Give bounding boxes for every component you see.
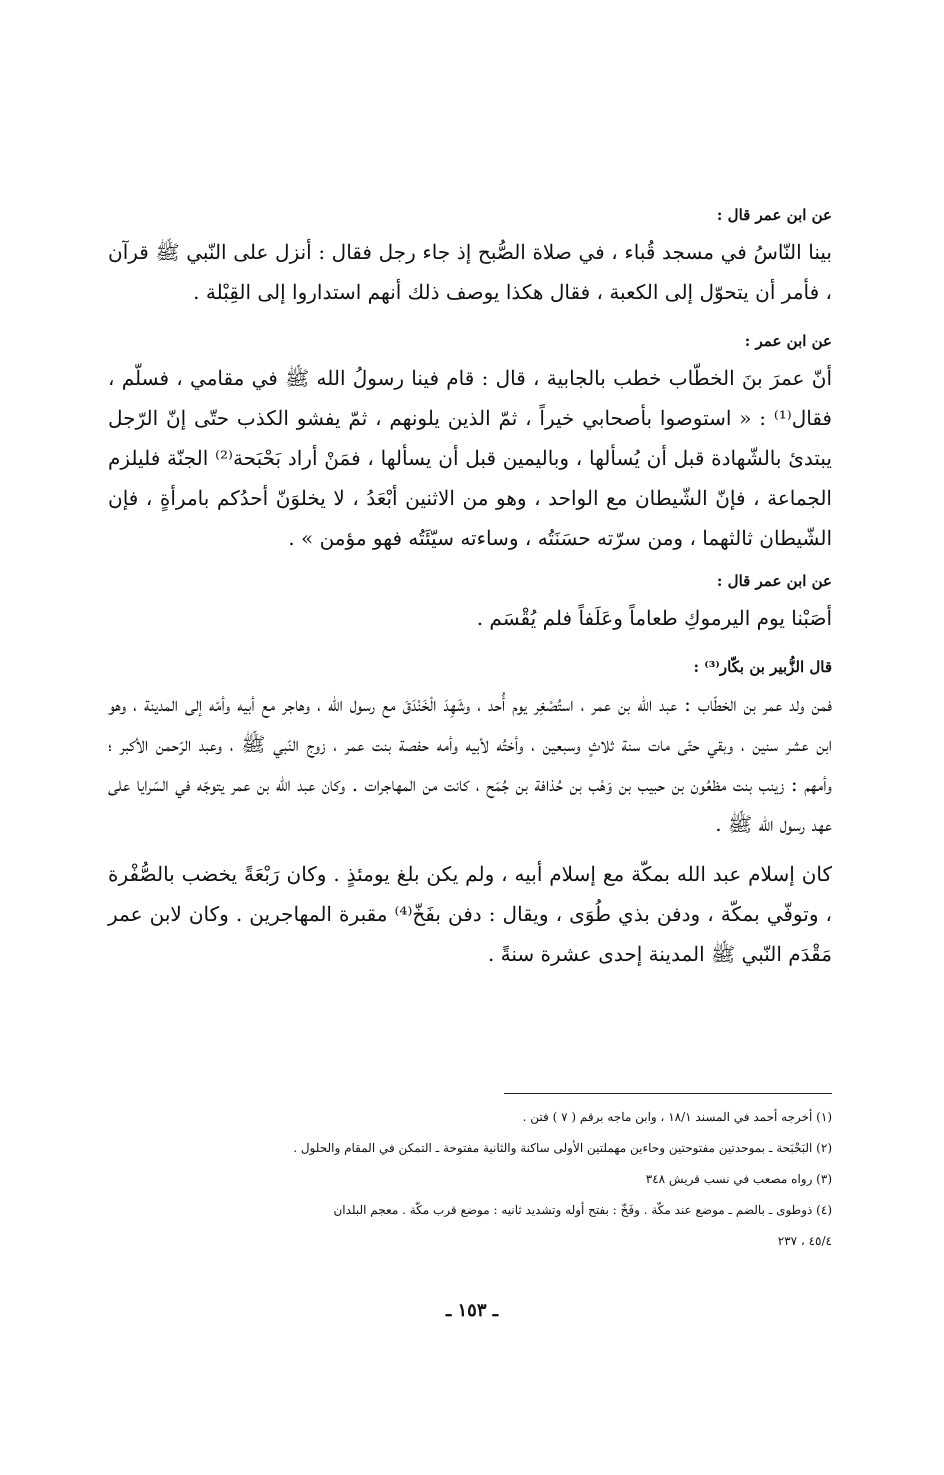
narration-body: أنّ عمرَ بنَ الخطّاب خطب بالجابية ، قال : قام فينا رسولُ الله ﷺ في مقامي ، فسلّم ، فقال⁽¹⁾ : « استوصوا بأصحابي خيراً ، ثمّ الذين يلونهم ، ثمّ يفشو الكذب حتّى إنّ الرّجل يبتدئ بالشّهادة قبل أن يُسألها ، وباليمين قبل أن يسألها ، فمَنْ أراد بَحْبَحة⁽²⁾ الجنّة فليلزم الجماعة ، فإنّ الشّيطان مع الواحد ، وهو من الاثنين أبْعَدُ ، لا يخلوَنّ أحدُكم بامرأةٍ ، فإن الشّيطان ثالثهما ، ومن سرّته حسَنَتُه ، وساءته سيّئَتُه فهو مؤمن » .: [108, 366, 832, 550]
footnote: (٢) البَحْبَحة ـ بموحدتين مفتوحتين وحاءين مهملتين الأولى ساكنة والثانية مفتوحة ـ التمكن في المقام والحلول .: [293, 1141, 832, 1155]
narration-section: [108, 570, 832, 638]
narration-body: كان إسلام عبد الله بمكّة مع إسلام أبيه ، ولم يكن بلغ يومئذٍ . وكان رَبْعَةً يخضب بالصُّفْرة ، وتوفّي بمكّة ، ودفن بذي طُوَى ، ويقال : دفن بفَخّ⁽⁴⁾ مقبرة المهاجرين . وكان لابن عمر مَقْدَم النّبي ﷺ المدينة إحدى عشرة سنةً .: [108, 862, 832, 966]
narration-section: [108, 656, 832, 844]
narration-body: أصَبْنا يوم اليرموكِ طعاماً وعَلَفاً فلم يُقْسَم .: [476, 606, 832, 630]
footnote: (١) أخرجه أحمد في المسند ١٨/١ ، وابن ماجه برقم ( ٧ ) فتن .: [522, 1110, 832, 1124]
footnote-divider: [504, 1093, 832, 1094]
footnote: (٤) ذوطوى ـ بالضم ـ موضع عند مكّة . وفَخّ : بفتح أوله وتشديد ثانيه : موضع قرب مكّة . معجم البلدان: [333, 1203, 832, 1217]
main-text: [108, 204, 832, 988]
footnote: ٤٥/٤ ، ٢٣٧: [777, 1234, 832, 1248]
narration-section: [108, 330, 832, 558]
footnotes: [108, 1102, 832, 1257]
narration-heading: عن ابن عمر قال :: [716, 572, 832, 590]
page-number: ـ ١٥٣ ـ: [445, 1300, 499, 1321]
narration-heading: قال الزُّبير بن بكّار⁽³⁾ :: [693, 658, 832, 676]
narration-heading: عن ابن عمر :: [744, 332, 832, 350]
narration-section: [108, 854, 832, 974]
narration-section: [108, 204, 832, 312]
footnote: (٣) رواه مصعب في نسب قريش ٣٤٨: [645, 1172, 832, 1186]
narration-body: فمن ولد عمر بن الخطّاب : عبد الله بن عمر ، استُصْغِر يوم أُحد ، وشَهِدَ الْخَنْدَقَ مع رسول الله ، وهاجر مع أبيه وأمّه إلى المدينة ، وهو ابن عشر سنين ، وبقي حتّى مات سنة ثلاثٍ وسبعين ، وأختُه لأبيه وأمه حفصة بنت عمر ، زوج النّبي ﷺ ، وعبد الرّحمن الأكبر ؛ وأمهم : زينب بنت مظعُون بن حبيب بن وَهْب بن حُذافة بن جُمَح ، كانت من المهاجرات . وكان عبد الله بن عمر يتوجّه في السّرايا على عهد رسول الله ﷺ .: [108, 692, 832, 836]
narration-body: بينا النّاسُ في مسجد قُباء ، في صلاة الصُّبح إذ جاء رجل فقال : أنزل على النّبي ﷺ قرآن ، فأمر أن يتحوّل إلى الكعبة ، فقال هكذا يوصف ذلك أنهم استداروا إلى القِبْلة .: [108, 240, 832, 304]
narration-heading: عن ابن عمر قال :: [716, 206, 832, 224]
